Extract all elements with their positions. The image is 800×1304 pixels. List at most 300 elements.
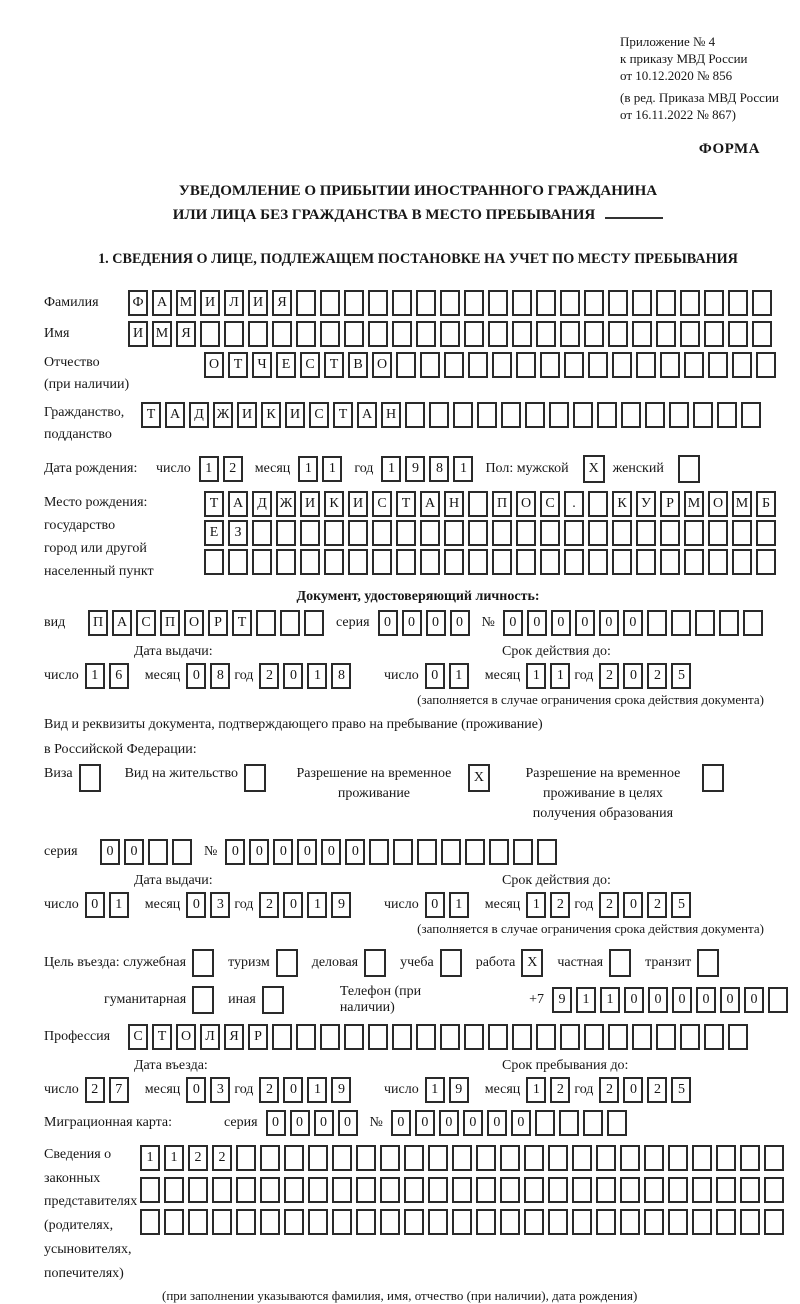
form-cell[interactable]	[728, 290, 748, 316]
form-cell[interactable]	[356, 1209, 376, 1235]
form-cell[interactable]	[468, 352, 488, 378]
form-cell[interactable]	[704, 1024, 724, 1050]
form-cell[interactable]: 0	[249, 839, 269, 865]
form-cell[interactable]	[320, 1024, 340, 1050]
form-cell[interactable]	[236, 1145, 256, 1171]
form-cell[interactable]: С	[372, 491, 392, 517]
form-cell[interactable]	[324, 549, 344, 575]
form-cell[interactable]	[464, 1024, 484, 1050]
form-cell[interactable]	[572, 1145, 592, 1171]
form-cell[interactable]	[392, 1024, 412, 1050]
form-cell[interactable]: И	[300, 491, 320, 517]
purpose-humanitarian-checkbox[interactable]	[192, 986, 214, 1014]
form-cell[interactable]: 1	[307, 663, 327, 689]
form-cell[interactable]: Ф	[128, 290, 148, 316]
form-cell[interactable]	[444, 549, 464, 575]
form-cell[interactable]: П	[492, 491, 512, 517]
form-cell[interactable]	[492, 549, 512, 575]
form-cell[interactable]	[452, 1209, 472, 1235]
form-cell[interactable]	[300, 549, 320, 575]
form-cell[interactable]: 0	[624, 987, 644, 1013]
form-cell[interactable]	[224, 321, 244, 347]
form-cell[interactable]: 0	[314, 1110, 334, 1136]
form-cell[interactable]	[668, 1145, 688, 1171]
form-cell[interactable]: 1	[85, 663, 105, 689]
form-cell[interactable]: О	[516, 491, 536, 517]
form-cell[interactable]: У	[636, 491, 656, 517]
form-cell[interactable]	[512, 1024, 532, 1050]
form-cell[interactable]: 1	[164, 1145, 184, 1171]
form-cell[interactable]	[332, 1145, 352, 1171]
form-cell[interactable]: 9	[449, 1077, 469, 1103]
form-cell[interactable]	[740, 1209, 760, 1235]
form-cell[interactable]: 8	[210, 663, 230, 689]
form-cell[interactable]: И	[237, 402, 257, 428]
form-cell[interactable]	[584, 321, 604, 347]
sex-female-checkbox[interactable]	[678, 455, 700, 483]
form-cell[interactable]: 1	[449, 663, 469, 689]
form-cell[interactable]: Т	[324, 352, 344, 378]
form-cell[interactable]: Н	[444, 491, 464, 517]
visa-checkbox[interactable]	[79, 764, 101, 792]
form-cell[interactable]	[140, 1209, 160, 1235]
form-cell[interactable]: 0	[321, 839, 341, 865]
form-cell[interactable]	[420, 520, 440, 546]
form-cell[interactable]	[741, 402, 761, 428]
form-cell[interactable]	[332, 1209, 352, 1235]
form-cell[interactable]	[356, 1177, 376, 1203]
form-cell[interactable]: Д	[252, 491, 272, 517]
form-cell[interactable]	[692, 1209, 712, 1235]
form-cell[interactable]: И	[348, 491, 368, 517]
form-cell[interactable]	[440, 1024, 460, 1050]
form-cell[interactable]	[756, 520, 776, 546]
form-cell[interactable]	[572, 1209, 592, 1235]
form-cell[interactable]	[708, 549, 728, 575]
form-cell[interactable]	[348, 520, 368, 546]
form-cell[interactable]: 0	[623, 892, 643, 918]
form-cell[interactable]	[428, 1177, 448, 1203]
form-cell[interactable]	[492, 520, 512, 546]
form-cell[interactable]	[596, 1145, 616, 1171]
form-cell[interactable]: М	[176, 290, 196, 316]
form-cell[interactable]	[392, 321, 412, 347]
form-cell[interactable]	[764, 1145, 784, 1171]
form-cell[interactable]	[752, 321, 772, 347]
form-cell[interactable]	[252, 549, 272, 575]
form-cell[interactable]	[416, 321, 436, 347]
form-cell[interactable]: 1	[140, 1145, 160, 1171]
form-cell[interactable]	[440, 321, 460, 347]
form-cell[interactable]: 5	[671, 892, 691, 918]
form-cell[interactable]	[612, 352, 632, 378]
form-cell[interactable]	[564, 520, 584, 546]
form-cell[interactable]	[332, 1177, 352, 1203]
form-cell[interactable]	[660, 549, 680, 575]
form-cell[interactable]: 0	[338, 1110, 358, 1136]
form-cell[interactable]: 0	[124, 839, 144, 865]
form-cell[interactable]: П	[160, 610, 180, 636]
form-cell[interactable]: Т	[228, 352, 248, 378]
form-cell[interactable]: С	[540, 491, 560, 517]
form-cell[interactable]	[444, 352, 464, 378]
form-cell[interactable]	[304, 610, 324, 636]
form-cell[interactable]: 1	[526, 892, 546, 918]
form-cell[interactable]: И	[248, 290, 268, 316]
form-cell[interactable]	[647, 610, 667, 636]
form-cell[interactable]	[612, 549, 632, 575]
form-cell[interactable]	[488, 1024, 508, 1050]
form-cell[interactable]: 2	[259, 663, 279, 689]
form-cell[interactable]	[308, 1209, 328, 1235]
form-cell[interactable]	[740, 1145, 760, 1171]
form-cell[interactable]	[405, 402, 425, 428]
form-cell[interactable]	[212, 1177, 232, 1203]
form-cell[interactable]: 2	[550, 892, 570, 918]
form-cell[interactable]	[368, 290, 388, 316]
sex-male-checkbox[interactable]: X	[583, 455, 605, 483]
form-cell[interactable]	[396, 520, 416, 546]
form-cell[interactable]	[524, 1177, 544, 1203]
form-cell[interactable]: М	[684, 491, 704, 517]
form-cell[interactable]: Н	[381, 402, 401, 428]
form-cell[interactable]: Р	[248, 1024, 268, 1050]
form-cell[interactable]: Д	[189, 402, 209, 428]
form-cell[interactable]	[188, 1177, 208, 1203]
form-cell[interactable]	[369, 839, 389, 865]
form-cell[interactable]	[756, 549, 776, 575]
purpose-other-checkbox[interactable]	[262, 986, 284, 1014]
form-cell[interactable]	[620, 1177, 640, 1203]
form-cell[interactable]: М	[152, 321, 172, 347]
form-cell[interactable]	[393, 839, 413, 865]
form-cell[interactable]	[559, 1110, 579, 1136]
form-cell[interactable]: 9	[331, 892, 351, 918]
form-cell[interactable]	[228, 549, 248, 575]
form-cell[interactable]	[488, 290, 508, 316]
form-cell[interactable]	[732, 520, 752, 546]
form-cell[interactable]: 1	[298, 456, 318, 482]
form-cell[interactable]	[632, 321, 652, 347]
form-cell[interactable]	[236, 1209, 256, 1235]
form-cell[interactable]	[428, 1145, 448, 1171]
form-cell[interactable]: 2	[259, 1077, 279, 1103]
form-cell[interactable]	[728, 321, 748, 347]
form-cell[interactable]	[684, 352, 704, 378]
form-cell[interactable]	[492, 352, 512, 378]
form-cell[interactable]	[573, 402, 593, 428]
form-cell[interactable]	[404, 1145, 424, 1171]
form-cell[interactable]: 0	[186, 1077, 206, 1103]
form-cell[interactable]: 9	[405, 456, 425, 482]
form-cell[interactable]	[300, 520, 320, 546]
form-cell[interactable]	[256, 610, 276, 636]
form-cell[interactable]	[740, 1177, 760, 1203]
form-cell[interactable]: Т	[232, 610, 252, 636]
form-cell[interactable]	[344, 290, 364, 316]
form-cell[interactable]: Е	[276, 352, 296, 378]
form-cell[interactable]: 0	[186, 663, 206, 689]
form-cell[interactable]: 1	[307, 1077, 327, 1103]
form-cell[interactable]: А	[228, 491, 248, 517]
form-cell[interactable]	[276, 520, 296, 546]
form-cell[interactable]: 0	[266, 1110, 286, 1136]
form-cell[interactable]	[535, 1110, 555, 1136]
form-cell[interactable]	[276, 549, 296, 575]
form-cell[interactable]: Ч	[252, 352, 272, 378]
form-cell[interactable]	[549, 402, 569, 428]
form-cell[interactable]	[560, 290, 580, 316]
form-cell[interactable]	[588, 520, 608, 546]
form-cell[interactable]	[524, 1145, 544, 1171]
form-cell[interactable]: 9	[552, 987, 572, 1013]
form-cell[interactable]	[564, 549, 584, 575]
form-cell[interactable]	[560, 1024, 580, 1050]
form-cell[interactable]: 0	[283, 663, 303, 689]
form-cell[interactable]	[680, 290, 700, 316]
form-cell[interactable]	[612, 520, 632, 546]
form-cell[interactable]	[444, 520, 464, 546]
form-cell[interactable]	[608, 321, 628, 347]
form-cell[interactable]: 7	[109, 1077, 129, 1103]
form-cell[interactable]	[588, 352, 608, 378]
form-cell[interactable]: 0	[623, 1077, 643, 1103]
form-cell[interactable]: А	[112, 610, 132, 636]
form-cell[interactable]	[284, 1177, 304, 1203]
form-cell[interactable]	[632, 290, 652, 316]
form-cell[interactable]	[596, 1177, 616, 1203]
form-cell[interactable]	[320, 290, 340, 316]
form-cell[interactable]	[645, 402, 665, 428]
form-cell[interactable]: 2	[647, 663, 667, 689]
form-cell[interactable]	[692, 1145, 712, 1171]
form-cell[interactable]	[716, 1145, 736, 1171]
form-cell[interactable]: Т	[141, 402, 161, 428]
form-cell[interactable]	[516, 549, 536, 575]
form-cell[interactable]	[660, 352, 680, 378]
form-cell[interactable]: 0	[463, 1110, 483, 1136]
form-cell[interactable]: А	[152, 290, 172, 316]
form-cell[interactable]: 0	[273, 839, 293, 865]
form-cell[interactable]	[488, 321, 508, 347]
form-cell[interactable]	[536, 321, 556, 347]
form-cell[interactable]	[636, 520, 656, 546]
form-cell[interactable]	[732, 352, 752, 378]
form-cell[interactable]	[416, 290, 436, 316]
form-cell[interactable]	[453, 402, 473, 428]
form-cell[interactable]	[164, 1177, 184, 1203]
form-cell[interactable]	[440, 290, 460, 316]
form-cell[interactable]	[728, 1024, 748, 1050]
form-cell[interactable]	[620, 1209, 640, 1235]
form-cell[interactable]	[764, 1209, 784, 1235]
form-cell[interactable]: 1	[322, 456, 342, 482]
form-cell[interactable]	[656, 1024, 676, 1050]
form-cell[interactable]	[308, 1145, 328, 1171]
form-cell[interactable]: 8	[331, 663, 351, 689]
form-cell[interactable]	[583, 1110, 603, 1136]
form-cell[interactable]	[669, 402, 689, 428]
form-cell[interactable]	[204, 549, 224, 575]
form-cell[interactable]: 0	[551, 610, 571, 636]
form-cell[interactable]: 0	[487, 1110, 507, 1136]
form-cell[interactable]: О	[176, 1024, 196, 1050]
form-cell[interactable]	[584, 290, 604, 316]
form-cell[interactable]	[756, 352, 776, 378]
form-cell[interactable]: О	[184, 610, 204, 636]
form-cell[interactable]	[684, 549, 704, 575]
form-cell[interactable]: 1	[199, 456, 219, 482]
form-cell[interactable]	[416, 1024, 436, 1050]
form-cell[interactable]	[704, 321, 724, 347]
form-cell[interactable]: 0	[450, 610, 470, 636]
form-cell[interactable]	[620, 1145, 640, 1171]
form-cell[interactable]	[252, 520, 272, 546]
form-cell[interactable]	[260, 1145, 280, 1171]
form-cell[interactable]	[693, 402, 713, 428]
form-cell[interactable]	[348, 549, 368, 575]
form-cell[interactable]	[621, 402, 641, 428]
form-cell[interactable]: 2	[647, 892, 667, 918]
form-cell[interactable]	[607, 1110, 627, 1136]
purpose-commercial-checkbox[interactable]	[364, 949, 386, 977]
form-cell[interactable]: 0	[425, 892, 445, 918]
form-cell[interactable]: 0	[648, 987, 668, 1013]
form-cell[interactable]: Я	[176, 321, 196, 347]
form-cell[interactable]: 2	[188, 1145, 208, 1171]
form-cell[interactable]: Я	[224, 1024, 244, 1050]
form-cell[interactable]	[644, 1145, 664, 1171]
form-cell[interactable]	[248, 321, 268, 347]
form-cell[interactable]: 8	[429, 456, 449, 482]
form-cell[interactable]: 2	[223, 456, 243, 482]
form-cell[interactable]	[719, 610, 739, 636]
form-cell[interactable]	[172, 839, 192, 865]
form-cell[interactable]: 0	[391, 1110, 411, 1136]
form-cell[interactable]: 0	[527, 610, 547, 636]
form-cell[interactable]	[660, 520, 680, 546]
form-cell[interactable]	[608, 290, 628, 316]
form-cell[interactable]	[501, 402, 521, 428]
form-cell[interactable]	[372, 549, 392, 575]
form-cell[interactable]: В	[348, 352, 368, 378]
form-cell[interactable]: 1	[109, 892, 129, 918]
form-cell[interactable]: 1	[307, 892, 327, 918]
form-cell[interactable]	[441, 839, 461, 865]
form-cell[interactable]: 1	[453, 456, 473, 482]
form-cell[interactable]	[260, 1209, 280, 1235]
form-cell[interactable]	[148, 839, 168, 865]
purpose-transit-checkbox[interactable]	[697, 949, 719, 977]
form-cell[interactable]	[656, 321, 676, 347]
form-cell[interactable]	[704, 290, 724, 316]
form-cell[interactable]	[764, 1177, 784, 1203]
form-cell[interactable]	[717, 402, 737, 428]
form-cell[interactable]: 3	[210, 892, 230, 918]
form-cell[interactable]: И	[128, 321, 148, 347]
form-cell[interactable]	[500, 1145, 520, 1171]
form-cell[interactable]: С	[309, 402, 329, 428]
form-cell[interactable]: И	[200, 290, 220, 316]
form-cell[interactable]: 2	[550, 1077, 570, 1103]
form-cell[interactable]	[588, 549, 608, 575]
form-cell[interactable]	[464, 321, 484, 347]
purpose-business-checkbox[interactable]	[192, 949, 214, 977]
form-cell[interactable]	[420, 352, 440, 378]
form-cell[interactable]	[548, 1145, 568, 1171]
form-cell[interactable]: Я	[272, 290, 292, 316]
form-cell[interactable]	[588, 491, 608, 517]
form-cell[interactable]	[404, 1209, 424, 1235]
form-cell[interactable]: 0	[744, 987, 764, 1013]
form-cell[interactable]: Ж	[276, 491, 296, 517]
form-cell[interactable]	[468, 491, 488, 517]
form-cell[interactable]	[716, 1177, 736, 1203]
form-cell[interactable]: К	[612, 491, 632, 517]
form-cell[interactable]	[743, 610, 763, 636]
form-cell[interactable]	[708, 352, 728, 378]
form-cell[interactable]	[284, 1145, 304, 1171]
form-cell[interactable]: 0	[100, 839, 120, 865]
form-cell[interactable]	[537, 839, 557, 865]
form-cell[interactable]	[524, 1209, 544, 1235]
form-cell[interactable]	[516, 352, 536, 378]
form-cell[interactable]: 9	[331, 1077, 351, 1103]
form-cell[interactable]: Т	[396, 491, 416, 517]
form-cell[interactable]: 0	[345, 839, 365, 865]
form-cell[interactable]: 2	[599, 1077, 619, 1103]
temp-residence-education-checkbox[interactable]	[702, 764, 724, 792]
form-cell[interactable]	[140, 1177, 160, 1203]
form-cell[interactable]	[656, 290, 676, 316]
form-cell[interactable]: 0	[511, 1110, 531, 1136]
form-cell[interactable]: 1	[526, 1077, 546, 1103]
form-cell[interactable]: 2	[259, 892, 279, 918]
form-cell[interactable]: 0	[672, 987, 692, 1013]
form-cell[interactable]	[164, 1209, 184, 1235]
form-cell[interactable]	[476, 1209, 496, 1235]
form-cell[interactable]	[420, 549, 440, 575]
form-cell[interactable]: 0	[415, 1110, 435, 1136]
form-cell[interactable]: 0	[186, 892, 206, 918]
form-cell[interactable]: 1	[600, 987, 620, 1013]
form-cell[interactable]	[428, 1209, 448, 1235]
form-cell[interactable]	[296, 1024, 316, 1050]
form-cell[interactable]	[584, 1024, 604, 1050]
form-cell[interactable]: 0	[720, 987, 740, 1013]
form-cell[interactable]: 0	[225, 839, 245, 865]
form-cell[interactable]	[465, 839, 485, 865]
form-cell[interactable]	[296, 290, 316, 316]
form-cell[interactable]	[280, 610, 300, 636]
form-cell[interactable]	[272, 1024, 292, 1050]
form-cell[interactable]	[429, 402, 449, 428]
form-cell[interactable]	[320, 321, 340, 347]
form-cell[interactable]	[636, 549, 656, 575]
form-cell[interactable]: Р	[208, 610, 228, 636]
form-cell[interactable]	[671, 610, 691, 636]
form-cell[interactable]	[596, 1209, 616, 1235]
form-cell[interactable]	[716, 1209, 736, 1235]
form-cell[interactable]: А	[165, 402, 185, 428]
form-cell[interactable]: Ж	[213, 402, 233, 428]
form-cell[interactable]	[324, 520, 344, 546]
form-cell[interactable]	[564, 352, 584, 378]
form-cell[interactable]	[548, 1177, 568, 1203]
form-cell[interactable]: 0	[378, 610, 398, 636]
form-cell[interactable]	[516, 520, 536, 546]
form-cell[interactable]	[404, 1177, 424, 1203]
